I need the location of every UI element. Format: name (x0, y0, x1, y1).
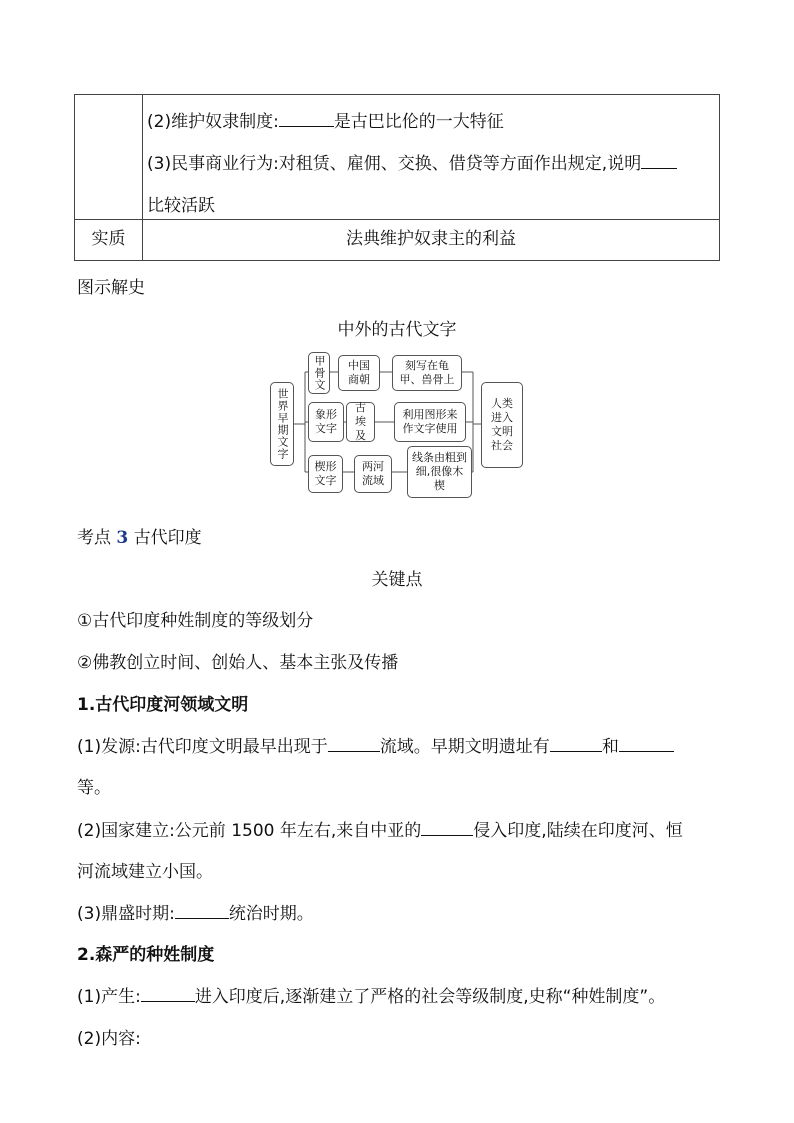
essence-label: 实质 (91, 229, 126, 249)
oracle-bone-feature-box: 刻写在龟甲、兽骨上 (392, 355, 462, 391)
section-1-heading: 1.古代印度河领域文明 (77, 695, 249, 715)
world-early-scripts-box: 世界早期文字 (270, 382, 294, 466)
table-row-1-line-1 (147, 107, 504, 132)
section-2-heading: 2.森严的种姓制度 (77, 945, 215, 965)
commerce-text: (3)民事商业行为:对租赁、雇佣、交换、借贷等方面作出规定,说明 (147, 154, 642, 174)
keypoint-1: ①古代印度种姓制度的等级划分 (77, 611, 314, 631)
mesopotamia-box: 两河流域 (354, 455, 392, 493)
origin-and: 和 (601, 737, 619, 757)
keypoints-title: 关键点 (371, 570, 423, 590)
law-table (74, 94, 720, 261)
peak-text-end: 统治时期。 (228, 904, 314, 924)
cuneiform-feature-box: 线条由粗到细,很像木楔 (407, 446, 472, 498)
section-2-paragraph-1 (77, 982, 665, 1007)
shang-dynasty-box: 中国商朝 (338, 355, 380, 391)
blank-commerce (641, 152, 677, 169)
kaodian-number: 3 (116, 528, 129, 548)
blank-site-2 (619, 735, 674, 752)
commerce-text-end: 比较活跃 (147, 196, 215, 216)
founding-text-2: 侵入印度,陆续在印度河、恒 (473, 821, 683, 841)
caste-origin-text: (1)产生: (77, 987, 141, 1007)
kaodian-title: 古代印度 (133, 528, 202, 548)
section-1-paragraph-1-end: 等。 (77, 778, 111, 798)
kaodian-heading (77, 523, 202, 548)
blank-invaders (421, 819, 473, 836)
blank-site-1 (550, 735, 602, 752)
hieroglyph-box: 象形文字 (308, 402, 344, 442)
keypoint-2: ②佛教创立时间、创始人、基本主张及传播 (77, 653, 399, 673)
blank-peak-dynasty (175, 902, 229, 919)
slavery-text-end: 是古巴比伦的一大特征 (333, 112, 504, 132)
cuneiform-box: 楔形文字 (308, 455, 343, 493)
section-1-paragraph-2 (77, 816, 683, 841)
section-1-paragraph-2-end: 河流域建立小国。 (77, 862, 213, 882)
caste-origin-text-2: 进入印度后,逐渐建立了严格的社会等级制度,史称“种姓制度”。 (194, 987, 666, 1007)
civilization-box: 人类进入文明社会 (481, 382, 523, 468)
section-2-paragraph-2: (2)内容: (77, 1029, 141, 1049)
section-label: 图示解史 (77, 278, 145, 298)
table-row-1-line-3 (147, 191, 215, 216)
section-1-paragraph-1 (77, 732, 674, 757)
origin-text: (1)发源:古代印度文明最早出现于 (77, 737, 328, 757)
oracle-bone-script-box: 甲骨文 (308, 352, 330, 394)
origin-text-2: 流域。早期文明遗址有 (379, 737, 550, 757)
ancient-scripts-diagram (268, 350, 528, 500)
founding-text: (2)国家建立:公元前 1500 年左右,来自中亚的 (77, 821, 422, 841)
peak-text: (3)鼎盛时期: (77, 904, 175, 924)
kaodian-prefix: 考点 (77, 528, 111, 548)
hieroglyph-feature-box: 利用图形来作文字使用 (394, 402, 466, 442)
essence-content: 法典维护奴隶主的利益 (346, 229, 516, 249)
blank-slavery (279, 110, 334, 127)
slavery-text: (2)维护奴隶制度: (147, 112, 279, 132)
blank-origin-river (328, 735, 380, 752)
blank-caste-founders (141, 985, 195, 1002)
ancient-egypt-box: 古埃及 (346, 402, 375, 442)
diagram-title: 中外的古代文字 (337, 320, 457, 340)
section-1-paragraph-3 (77, 899, 314, 924)
table-row-1-line-2 (147, 149, 677, 174)
